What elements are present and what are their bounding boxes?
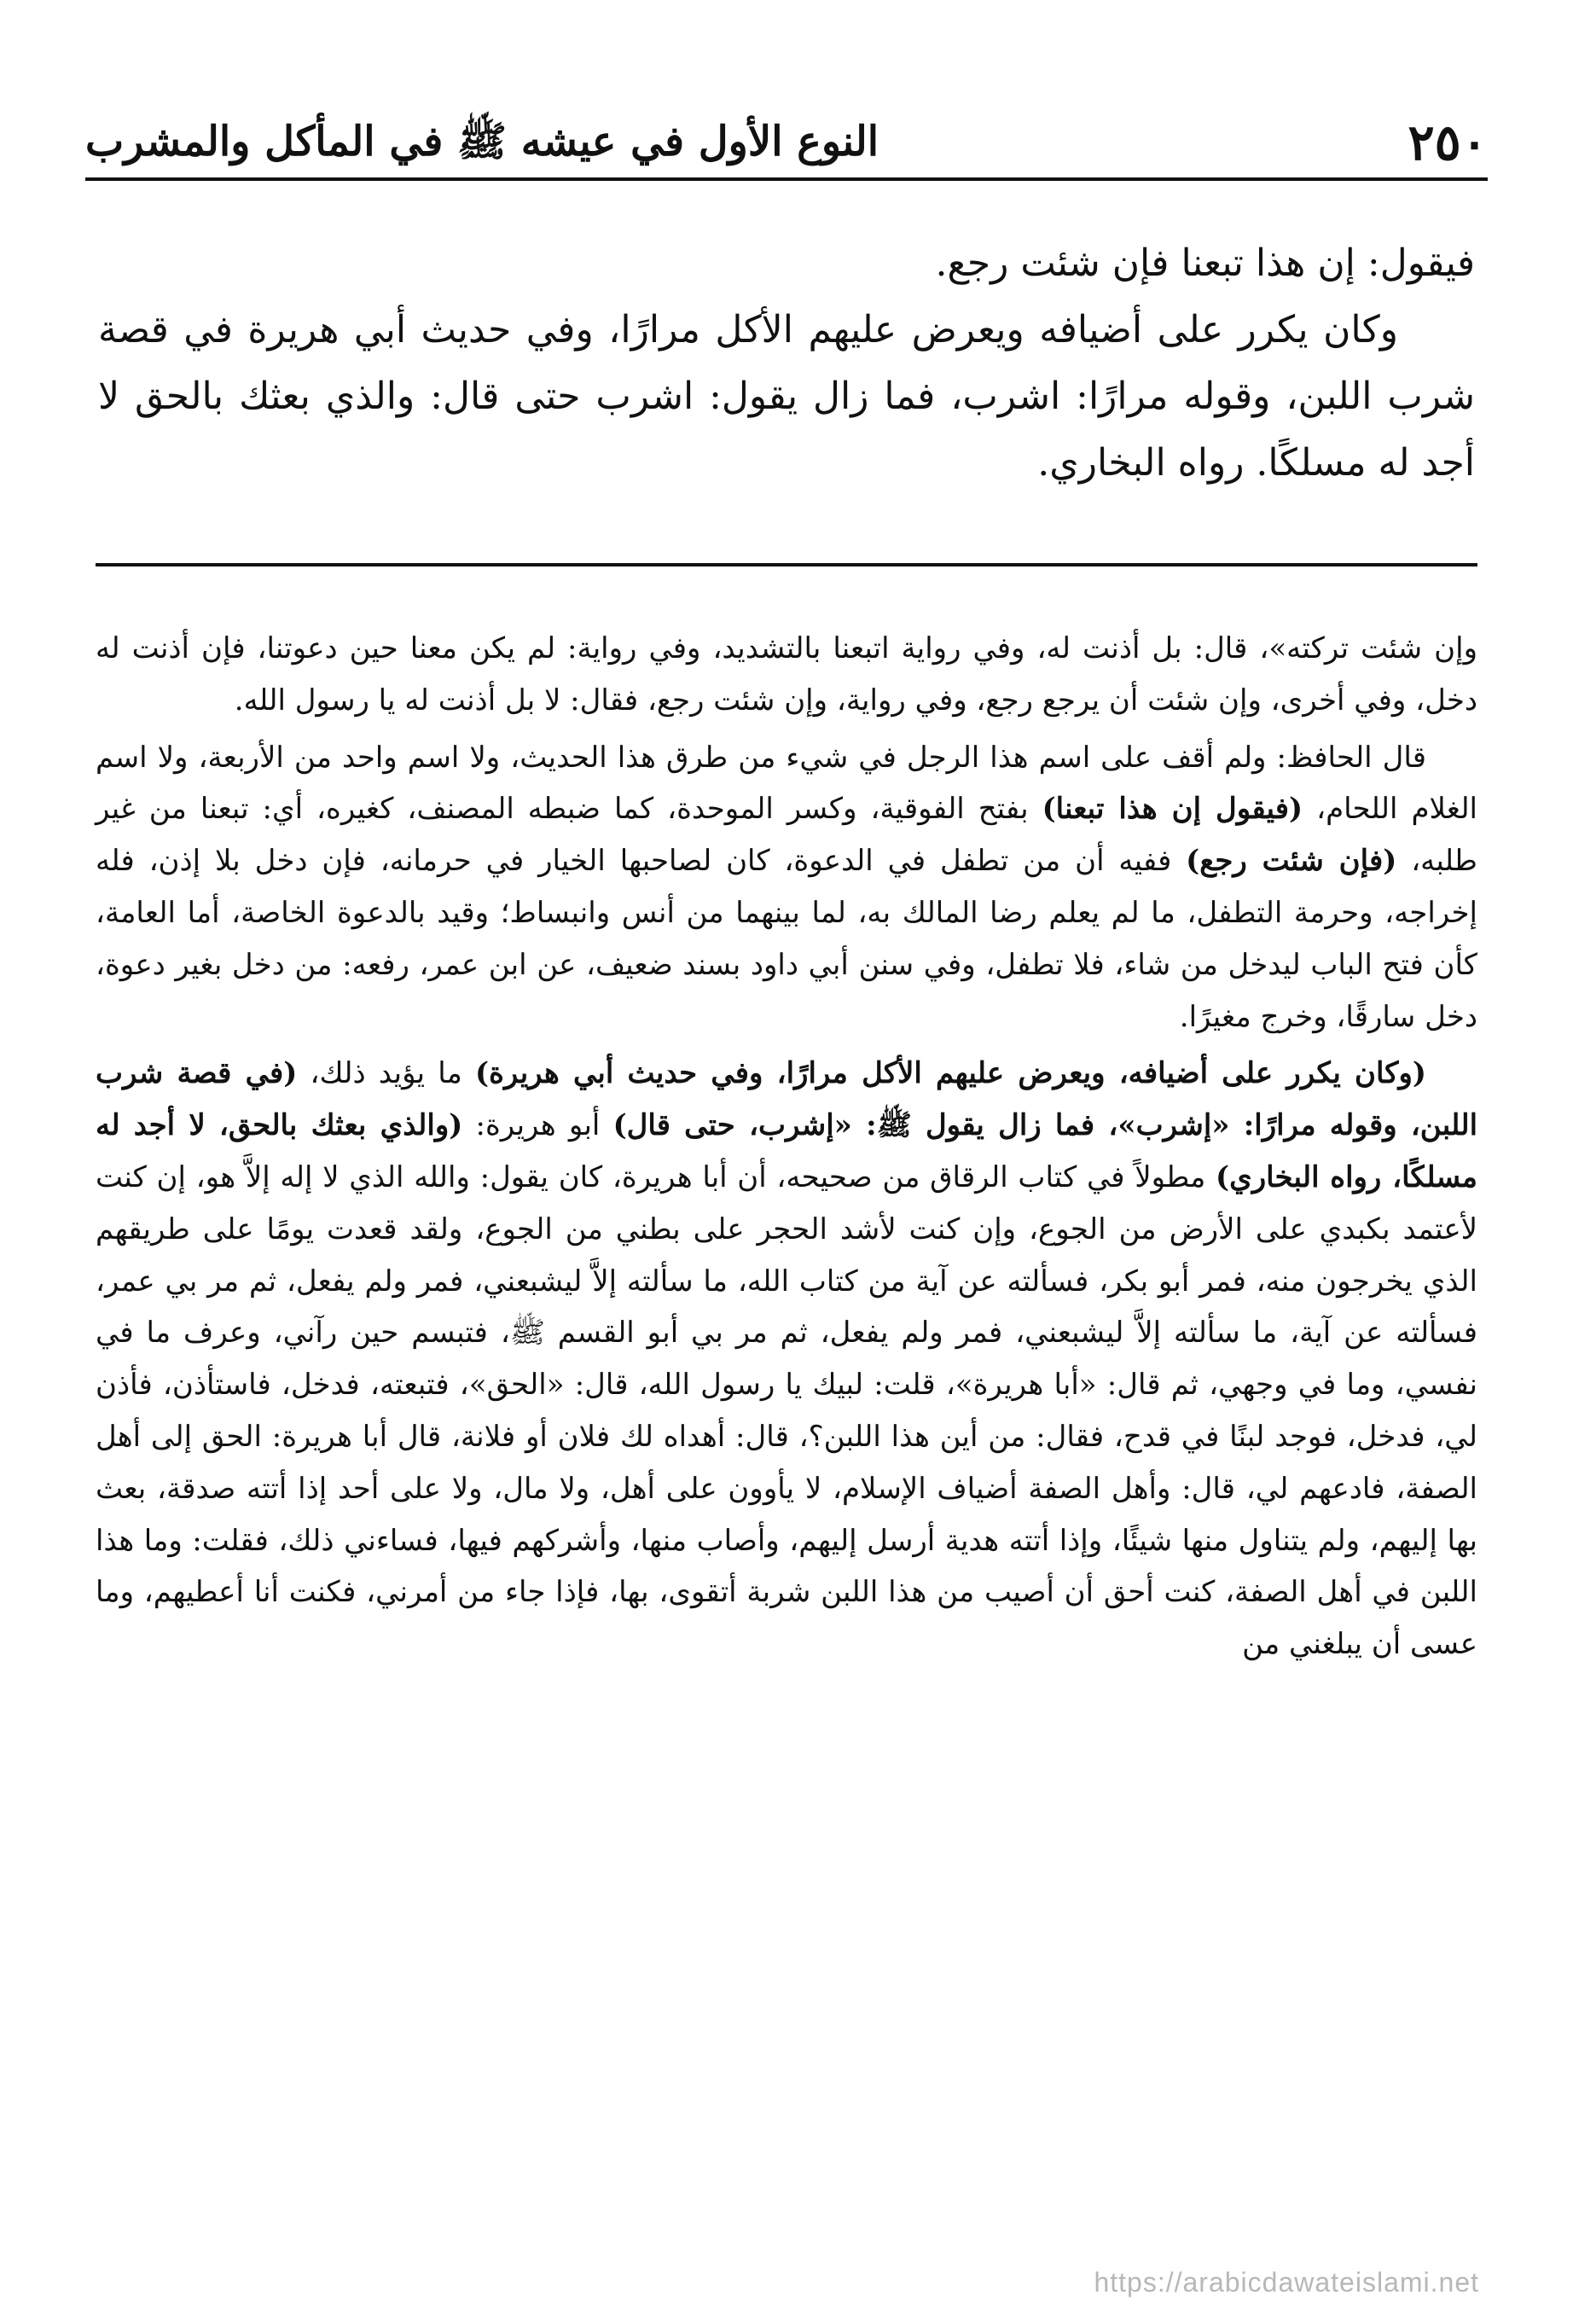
page-number: ٢٥٠ [1408,113,1488,171]
commentary-text: أبو هريرة: [462,1108,613,1143]
quoted-phrase: (والذي بعثك بالحق، لا أجد له مسلكًا، رواه البخاري) [96,1108,1478,1194]
main-paragraph: فيقول: إن هذا تبعنا فإن شئت رجع. [935,241,1475,285]
commentary-text: ما يؤيد ذلك، [297,1056,476,1091]
footnote-separator [96,563,1477,566]
running-title: النوع الأول في عيشه ﷺ في المأكل والمشرب [85,118,879,166]
commentary-text: قال الحافظ: ولم أقف على اسم هذا الرجل في شيء من طرق هذا الحديث، ولا اسم واحد من الأربعة، ولا اسم الغلام اللحام، [96,740,1478,827]
commentary-text: بفتح الفوقية، وكسر الموحدة، كما ضبطه المصنف، كغيره، أي: تبعنا من غير طلبه، [96,792,1477,879]
quoted-phrase: (فيقول إن هذا تبعنا) [1042,792,1303,827]
commentary-text: مطولاً في كتاب الرقاق من صحيحه، أن أبا هريرة، كان يقول: والله الذي لا إله إلاَّ هو، إن كنت لأعتمد بكبدي على الأرض من الجوع، وإن كنت لأشد الحجر على بطني من الجوع، ولقد قعدت يومًا على طريقهم الذي يخرجون منه، فمر أبو بكر، فسألته عن آية من كتاب الله، ما سألته إلاَّ ليشبعني، فمر ولم يفعل، ثم مر بي عمر، فسألته عن آية، ما سألته إلاَّ ليشبعني، فمر ولم يفعل، ثم مر بي أبو القسم ﷺ، فتبسم حين رآني، وعرف ما في نفسي، وما في وجهي، ثم قال: «أبا هريرة»، قلت: لبيك يا رسول الله، قال: «الحق»، فتبعته، فدخل، فاستأذن، فأذن لي، فدخل، فوجد لبنًا في قدح، فقال: من أين هذا اللبن؟، قال: أهداه لك فلان أو فلانة، قال أبا هريرة: الحق إلى أهل الصفة، فادعهم لي، قال: وأهل الصفة أضياف الإسلام، لا يأوون على أهل، ولا مال، ولا على أحد إذا أتته صدقة، بعث بها إليهم، ولم يتناول منها شيئًا، وإذا أتته هدية أرسل إليهم، وأصاب منها، وأشركهم فيها، فساءني ذلك، فقلت: وما هذا اللبن في أهل الصفة، كنت أحق أن أصيب من هذا اللبن شربة أتقوى، بها، فإذا جاء من أمرني، فكنت أنا أعطيهم، وما عسى أن يبلغني من [96,1159,1478,1662]
main-text [98,230,1475,497]
quoted-phrase: (في قصة شرب اللبن، وقوله مرارًا: «إشرب»، فما زال يقول ﷺ: «إشرب، حتى قال) [96,1056,1478,1143]
commentary-paragraph [96,732,1477,1043]
watermark-url: https://arabicdawateislami.net [1094,2267,1479,2298]
commentary-paragraph: وإن شئت تركته»، قال: بل أذنت له، وفي رواية اتبعنا بالتشديد، وفي رواية: لم يكن معنا حين دعوتنا، فإن أذنت له دخل، وفي أخرى، وإن شئت أن يرجع رجع، وفي رواية، وإن شئت رجع، فقال: لا بل أذنت له يا رسول الله. [96,631,1477,718]
quoted-phrase: (وكان يكرر على أضيافه، ويعرض عليهم الأكل مرارًا، وفي حديث أبي هريرة) [475,1056,1426,1091]
commentary-text: ففيه أن من تطفل في الدعوة، كان لصاحبها الخيار في حرمانه، فإن دخل بلا إذن، فله إخراجه، وحرمة التطفل، ما لم يعلم رضا المالك به، لما بينهما من أنس وانبساط؛ وقيد بالدعوة الخاصة، أما العامة، كأن فتح الباب ليدخل من شاء، فلا تطفل، وفي سنن أبي داود بسند ضعيف، عن ابن عمر، رفعه: من دخل بغير دعوة، دخل سارقًا، وخرج مغيرًا. [96,844,1477,1034]
commentary [96,623,1477,1676]
page-header [85,102,1488,188]
header-rule [85,177,1488,181]
commentary-paragraph [96,1048,1477,1670]
main-paragraph: وكان يكرر على أضيافه ويعرض عليهم الأكل مرارًا، وفي حديث أبي هريرة في قصة شرب اللبن، وقوله مرارًا: اشرب، فما زال يقول: اشرب حتى قال: والذي بعثك بالحق لا أجد له مسلكًا. رواه البخاري. [98,308,1475,485]
quoted-phrase: (فإن شئت رجع) [1186,844,1397,879]
